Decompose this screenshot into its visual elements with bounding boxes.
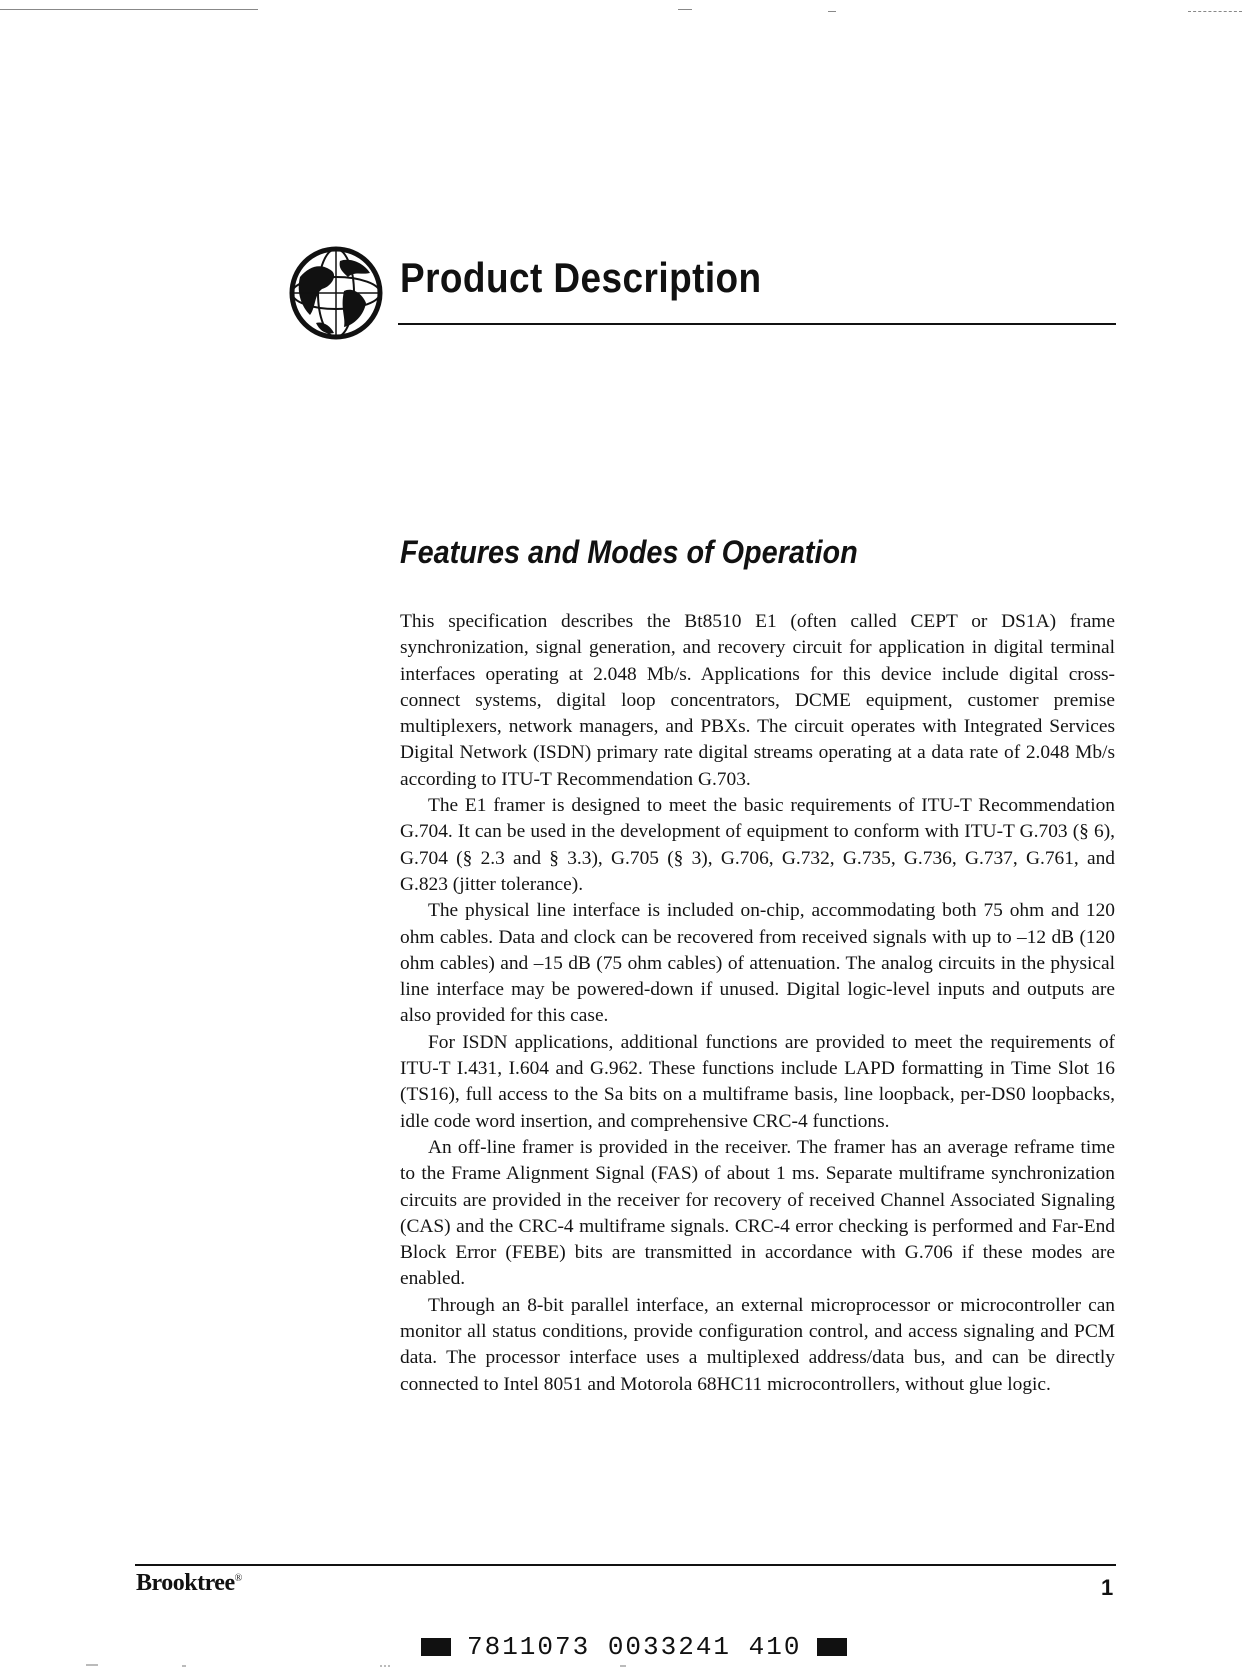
brand-name: Brooktree (136, 1570, 235, 1596)
globe-icon (286, 243, 386, 343)
brand-registered-mark: ® (234, 1573, 242, 1584)
title-underline (398, 323, 1116, 325)
barcode-row (421, 1634, 847, 1660)
section-title: Features and Modes of Operation (400, 534, 858, 570)
page-number: 1 (1101, 1575, 1114, 1600)
barcode-block-left (421, 1638, 451, 1656)
paragraph: The E1 framer is designed to meet the basic requirements of ITU-T Recommendation G.704. It can be used in the development of equipment to conform with ITU-T G.703 (§ 6), G.704 (§ 2.3 and § 3.3), G.705 (§ 3), G.706, G.732, G.735, G.736, G.737, G.761, and G.823 (jitter tolerance). (400, 795, 1115, 895)
footer-rule (135, 1564, 1116, 1566)
paragraph: Through an 8-bit parallel interface, an external microprocessor or microcontroller can monitor all status conditions, provide configuration control, and access signaling and PCM data. The processor interface uses a multiplexed address/data bus, and can be directly connected to Intel 8051 and Motorola 68HC11 microcontrollers, without glue logic. (400, 1294, 1115, 1395)
paragraph: An off-line framer is provided in the receiver. The framer has an average reframe time to the Frame Alignment Signal (FAS) of about 1 ms. Separate multiframe synchronization circuits are provided in the receiver for recovery of received Channel Associated Signaling (CAS) and the CRC-4 multiframe signals. CRC-4 error checking is performed and Far-End Block Error (FEBE) bits are transmitted in accordance with G.706 if these modes are enabled. (400, 1136, 1115, 1290)
paragraph: For ISDN applications, additional functions are provided to meet the requirements of ITU-T I.431, I.604 and G.962. These functions include LAPD formatting in Time Slot 16 (TS16), full access to the Sa bits on a multiframe basis, line loopback, per-DS0 loopbacks, idle code word insertion, and comprehensive CRC-4 functions. (400, 1031, 1115, 1132)
brand-logo (136, 1570, 242, 1597)
body-text (400, 609, 1115, 1398)
paragraph: This specification describes the Bt8510 E1 (often called CEPT or DS1A) frame synchronization, signal generation, and recovery circuit for application in digital terminal interfaces operating at 2.048 Mb/s. Applications for this device include digital cross-connect systems, digital loop concentrators, DCME equipment, customer premise multiplexers, network managers, and PBXs. The circuit operates with Integrated Services Digital Network (ISDN) primary rate digital streams operating at a data rate of 2.048 Mb/s according to ITU-T Recommendation G.703. (400, 611, 1115, 790)
barcode-text: 7811073 0033241 410 (467, 1632, 802, 1662)
scan-artifacts-top (0, 0, 1248, 20)
scan-artifacts-bottom (0, 1662, 1248, 1670)
barcode-block-right (817, 1638, 847, 1656)
page-title: Product Description (400, 254, 762, 301)
paragraph: The physical line interface is included on-chip, accommodating both 75 ohm and 120 ohm cables. Data and clock can be recovered from received signals with up to –12 dB (120 ohm cables) and –15 dB (75 ohm cables) of attenuation. The analog circuits in the physical line interface may be powered-down if unused. Digital logic-level inputs and outputs are also provided for this case. (400, 900, 1115, 1027)
